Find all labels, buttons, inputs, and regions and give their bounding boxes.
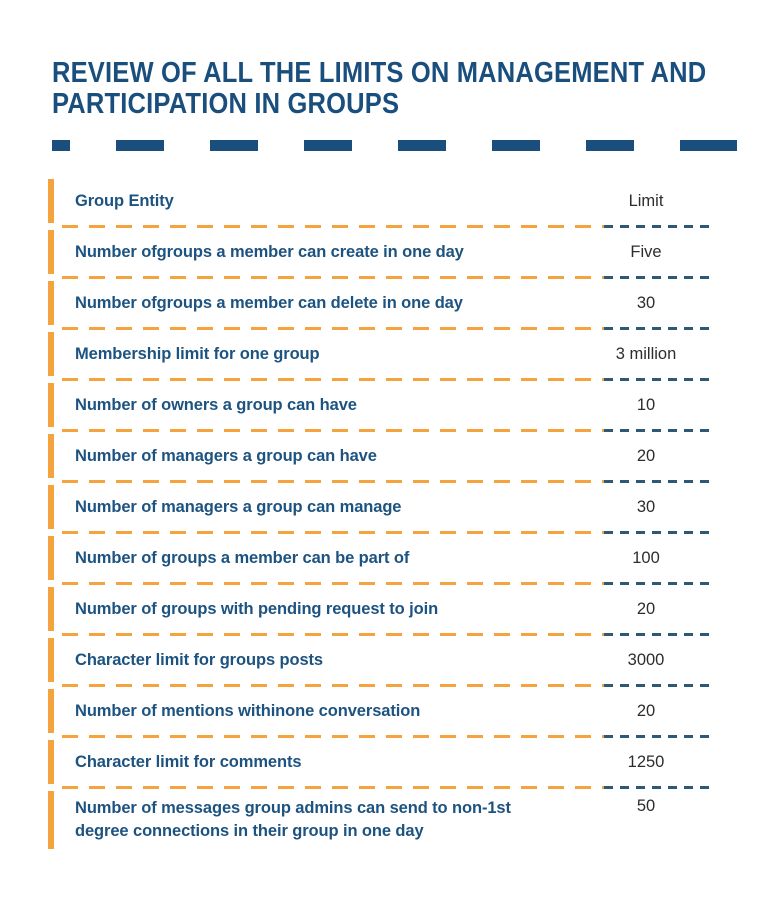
separator-blue-dashes — [604, 480, 712, 483]
separator-orange-dashes — [62, 225, 604, 228]
table-row — [48, 738, 712, 786]
separator-blue-dashes — [604, 429, 712, 432]
row-label: Number of mentions withinone conversation — [75, 701, 421, 720]
row-label: Character limit for comments — [75, 752, 302, 771]
table-row — [48, 279, 712, 327]
row-accent-bar — [48, 332, 54, 376]
row-value: 30 — [636, 293, 656, 312]
row-accent-bar — [48, 536, 54, 580]
table-header-row — [48, 177, 712, 225]
row-separator — [62, 684, 712, 687]
row-label: Number of managers a group can manage — [75, 497, 402, 516]
table-row — [48, 483, 712, 531]
row-separator — [62, 225, 712, 228]
row-label: Number of messages group admins can send to non-1st degree connections in their group in one day — [75, 799, 511, 840]
table-row — [48, 636, 712, 684]
row-separator — [62, 531, 712, 534]
row-label: Number of owners a group can have — [75, 395, 357, 414]
row-accent-bar — [48, 638, 54, 682]
separator-blue-dashes — [604, 582, 712, 585]
separator-blue-dashes — [604, 327, 712, 330]
separator-orange-dashes — [62, 684, 604, 687]
row-label: Number of managers a group can have — [75, 446, 377, 465]
row-value: Five — [630, 242, 662, 261]
row-label: Number ofgroups a member can create in one day — [75, 242, 464, 261]
table-row — [48, 534, 712, 582]
table-row — [48, 330, 712, 378]
separator-orange-dashes — [62, 429, 604, 432]
page-title — [52, 57, 707, 120]
row-value: 50 — [636, 797, 656, 815]
row-separator — [62, 633, 712, 636]
row-accent-bar — [48, 689, 54, 733]
separator-blue-dashes — [604, 531, 712, 534]
page-title-line1: REVIEW OF ALL THE LIMITS ON MANAGEMENT AND — [52, 57, 707, 89]
row-accent-bar — [48, 383, 54, 427]
table-row — [48, 789, 712, 853]
title-divider-dashes — [52, 140, 737, 151]
separator-orange-dashes — [62, 480, 604, 483]
separator-orange-dashes — [62, 735, 604, 738]
row-accent-bar — [48, 740, 54, 784]
row-label: Number of groups a member can be part of — [75, 548, 410, 567]
separator-blue-dashes — [604, 735, 712, 738]
row-value: 1250 — [627, 752, 665, 771]
separator-orange-dashes — [62, 531, 604, 534]
row-value: 3 million — [615, 344, 677, 363]
separator-orange-dashes — [62, 276, 604, 279]
separator-orange-dashes — [62, 327, 604, 330]
row-value: 20 — [636, 599, 656, 618]
separator-orange-dashes — [62, 378, 604, 381]
row-separator — [62, 582, 712, 585]
row-separator — [62, 378, 712, 381]
row-accent-bar — [48, 485, 54, 529]
table-row — [48, 585, 712, 633]
row-value: 3000 — [627, 650, 665, 669]
separator-orange-dashes — [62, 582, 604, 585]
separator-blue-dashes — [604, 378, 712, 381]
row-separator — [62, 327, 712, 330]
row-value: 100 — [632, 548, 660, 567]
table-row — [48, 228, 712, 276]
row-separator — [62, 735, 712, 738]
row-accent-bar — [48, 791, 54, 849]
row-accent-bar — [48, 230, 54, 274]
page-title-line2: PARTICIPATION IN GROUPS — [52, 88, 400, 120]
row-accent-bar — [48, 434, 54, 478]
separator-blue-dashes — [604, 225, 712, 228]
separator-blue-dashes — [604, 684, 712, 687]
row-accent-bar — [48, 179, 54, 223]
row-separator — [62, 480, 712, 483]
column-header-limit: Limit — [628, 191, 664, 210]
separator-blue-dashes — [604, 786, 712, 789]
separator-blue-dashes — [604, 633, 712, 636]
row-value: 30 — [636, 497, 656, 516]
column-header-entity: Group Entity — [75, 191, 174, 210]
row-label: Number of groups with pending request to join — [75, 599, 439, 618]
row-label: Number ofgroups a member can delete in one day — [75, 293, 463, 312]
row-separator — [62, 276, 712, 279]
row-separator — [62, 429, 712, 432]
limits-table — [48, 177, 712, 853]
row-accent-bar — [48, 281, 54, 325]
table-row — [48, 381, 712, 429]
row-value: 20 — [636, 701, 656, 720]
separator-blue-dashes — [604, 276, 712, 279]
row-separator — [62, 786, 712, 789]
separator-orange-dashes — [62, 786, 604, 789]
row-value: 10 — [636, 395, 656, 414]
row-value: 20 — [636, 446, 656, 465]
table-row — [48, 432, 712, 480]
row-label: Membership limit for one group — [75, 344, 320, 363]
separator-orange-dashes — [62, 633, 604, 636]
table-row — [48, 687, 712, 735]
row-label: Character limit for groups posts — [75, 650, 324, 669]
row-accent-bar — [48, 587, 54, 631]
